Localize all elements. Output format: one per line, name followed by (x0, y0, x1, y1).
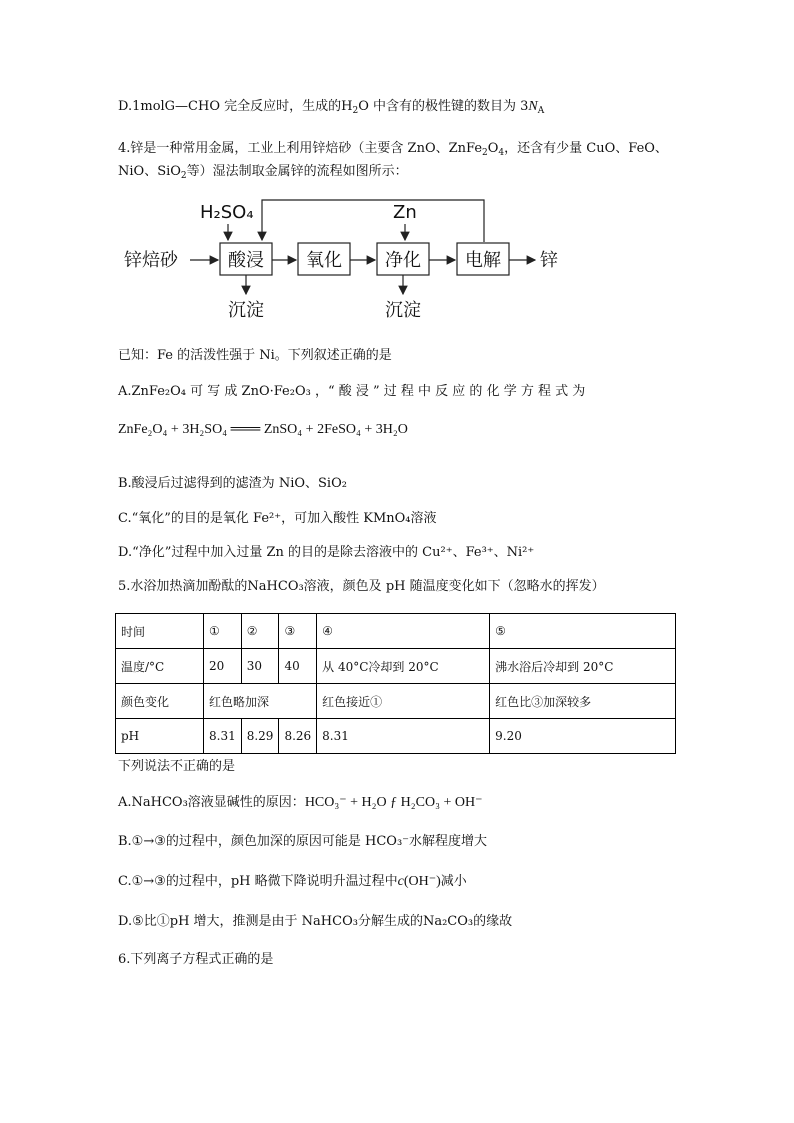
table-cell: 红色比③加深较多 (490, 684, 676, 719)
flow-ppt1-label: 沉淀 (228, 300, 264, 321)
table-cell: ① (204, 614, 242, 649)
table-cell: ④ (317, 614, 490, 649)
table-row (116, 719, 676, 754)
table-cell: 40 (279, 649, 317, 684)
table-cell: 8.29 (241, 719, 279, 754)
table-cell: 温度/°C (116, 649, 204, 684)
q5-stem: 5.水浴加热滴加酚酞的NaHCO₃溶液，颜色及 pH 随温度变化如下（忽略水的挥发） (118, 579, 605, 594)
table-cell: 沸水浴后冷却到 20°C (490, 649, 676, 684)
table-cell: ⑤ (490, 614, 676, 649)
q5-option-c: C.①→③的过程中，pH 略微下降说明升温过程中c(OH⁻)减小 (118, 874, 467, 889)
q4-option-d: D.“净化”过程中加入过量 Zn 的目的是除去溶液中的 Cu²⁺、Fe³⁺、Ni²⁺ (118, 545, 535, 560)
table-cell: ③ (279, 614, 317, 649)
step-acid-leach: 酸浸 (228, 250, 264, 271)
q5-option-a: A.NaHCO₃溶液显碱性的原因：HCO₃⁻ + H₂O ƒ H₂CO₃ + OH⁻ (118, 795, 483, 810)
flow-zn-label: Zn (393, 202, 417, 223)
step-purification: 净化 (385, 250, 421, 271)
q5-option-b: B.①→③的过程中，颜色加深的原因可能是 HCO₃⁻水解程度增大 (118, 834, 488, 849)
recycle-arrow (262, 200, 484, 242)
q6-stem: 6.下列离子方程式正确的是 (118, 952, 274, 967)
flow-ppt2-label: 沉淀 (385, 300, 421, 321)
flow-acid-label: H₂SO₄ (200, 202, 254, 223)
table-row (116, 684, 676, 719)
q5-option-d: D.⑤比①pH 增大，推测是由于 NaHCO₃分解生成的Na₂CO₃的缘故 (118, 914, 513, 929)
table-cell: 8.31 (204, 719, 242, 754)
q4-option-c: C.“氧化”的目的是氧化 Fe²⁺，可加入酸性 KMnO₄溶液 (118, 511, 437, 526)
table-cell: pH (116, 719, 204, 754)
table-cell: 红色略加深 (204, 684, 317, 719)
table-row (116, 649, 676, 684)
table-cell: 8.31 (317, 719, 490, 754)
flow-input-label: 锌焙砂 (124, 250, 178, 271)
table-cell: ② (241, 614, 279, 649)
q4-stem-line1: 4.锌是一种常用金属，工业上利用锌焙砂（主要含 ZnO、$ZnFe_2O_4$，还含有少量 CuO、FeO、 (118, 141, 668, 158)
q4-known: 已知：Fe 的活泼性强于 Ni。下列叙述正确的是 (118, 348, 392, 363)
step-oxidation: 氧化 (306, 250, 342, 271)
q4-stem-line2: NiO、SiO$_2$等）湿法制取金属锌的流程如图所示： (118, 164, 408, 181)
table-cell: 8.26 (279, 719, 317, 754)
table-cell: 时间 (116, 614, 204, 649)
table-cell: 9.20 (490, 719, 676, 754)
flow-output-label: 锌 (540, 250, 558, 271)
q4-option-a-equation: ZnFe₂O₄ + 3H₂SO₄ ═══ ZnSO₄ + 2FeSO₄ + 3H₂O (118, 422, 408, 437)
zinc-process-flow-diagram (118, 196, 578, 324)
step-electrolysis: 电解 (465, 250, 501, 271)
table-cell: 颜色变化 (116, 684, 204, 719)
table-cell: 从 40°C冷却到 20°C (317, 649, 490, 684)
table-row (116, 614, 676, 649)
table-cell: 红色接近① (317, 684, 490, 719)
table-cell: 20 (204, 649, 242, 684)
table-cell: 30 (241, 649, 279, 684)
q5-ask: 下列说法不正确的是 (118, 759, 236, 774)
temperature-ph-table (115, 613, 676, 754)
q4-option-a: A.ZnFe₂O₄ 可 写 成 ZnO·Fe₂O₃ ，“ 酸 浸 ” 过 程 中 反 应 的 化 学 方 程 式 为 (118, 384, 586, 399)
q4-option-b: B.酸浸后过滤得到的滤渣为 NiO、SiO₂ (118, 476, 347, 491)
q3-option-d: D.1molG—CHO 完全反应时，生成的$H_2O$ 中含有的极性键的数目为 $3N_A$ (118, 99, 545, 116)
